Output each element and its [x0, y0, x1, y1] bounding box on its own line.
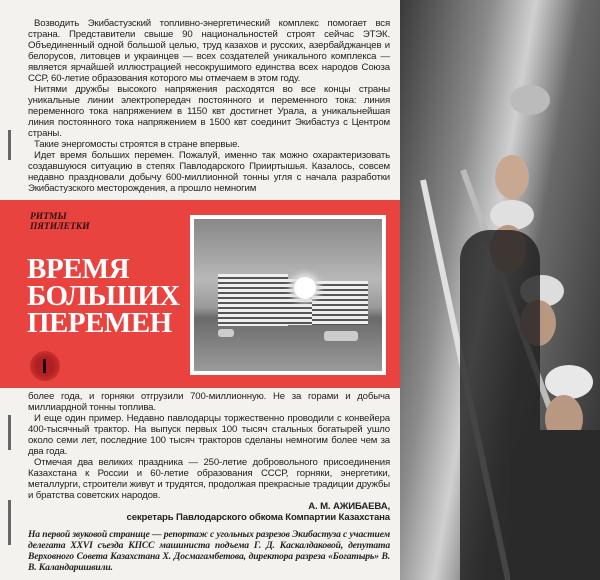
city-photo: [190, 215, 386, 375]
paragraph: И еще один пример. Недавно павлодарцы торжественно проводили с конвейера 400-тысячный трактор. На выпуск первых 100 тысяч стальных богатырей ушло около семи лет, последние 100 тысяч тракторов сделаны немногим более чем за два года.: [28, 413, 390, 457]
paragraph: Отмечая два великих праздника — 250-летие добровольного присоединения Казахстана к России и 60-летие образования СССР, горняки, энергетики, металлурги, строители живут и трудятся, продолжая прекрасные традиции дружбы и братства советских народов.: [28, 457, 390, 501]
flexi-disc-edge-mark: [8, 130, 11, 160]
flexi-disc-edge-mark: [8, 415, 11, 450]
rubric-line: ПЯТИЛЕТКИ: [30, 222, 90, 232]
paragraph: Идет время больших перемен. Пожалуй, именно так можно охарактеризовать создавшуюся ситуацию в степях Павлодарского Прииртышья. Казалось, совсем недавно праздновали добычу 600-миллионной тонны угля с начала разработки Экибастузского месторождения, а прошло немногим: [28, 150, 390, 194]
title-line: ПЕРЕМЕН: [27, 307, 172, 339]
rubric-label: [30, 212, 90, 232]
paragraph: более года, и горняки отгрузили 700-миллионную. Не за горами и добыча миллиардной тонны топлива.: [28, 391, 390, 413]
rubric-line: РИТМЫ: [30, 212, 67, 222]
paragraph: Такие энергомосты строятся в стране впервые.: [34, 139, 240, 150]
title-line: ВРЕМЯ: [27, 253, 130, 285]
article-text-bottom: [28, 391, 390, 573]
flexi-disc-edge-mark: [8, 500, 11, 545]
photo-caption: На первой звуковой странице — репортаж с угольных разрезов Экибастуза с участием делегата XXVI съезда КПСС машиниста подъема Г. Д. Каскалдаковой, депутата Верховного Совета Казахстана Х. Досмагамбетова, директора разреза «Богатырь» В. В. Каландаришвили.: [28, 529, 390, 573]
workers-photo: [400, 0, 600, 580]
record-page-icon: [30, 351, 60, 381]
paragraph: Возводить Экибастузский топливно-энергетический комплекс помогает вся страна. Представители свыше 90 национальностей строят сейчас ЭТЭК. Объединенный одной большой целью, труд казахов и русских, азербайджанцев и белорусов, литовцев и украинцев — всех создателей уникального комплекса — является ярчайшей иллюстрацией несокрушимого единства всех народов Союза ССР, 60-летие образования которого мы отмечаем в этом году.: [28, 18, 390, 84]
title-banner: [0, 200, 400, 388]
author-position: секретарь Павлодарского обкома Компартии Казахстана: [126, 512, 390, 523]
article-title: [27, 253, 180, 339]
author-name: А. М. АЖИБАЕВА,: [308, 501, 390, 512]
paragraph: Нитями дружбы высокого напряжения расходятся во все концы страны уникальные линии электропередач постоянного и переменного тока: линия переменного тока напряжением в 1150 квт достигнет Урала, а уникальнейшая линия постоянного тока напряжением в 1500 квт соединит Экибастуз с Центром страны.: [28, 84, 390, 139]
article-text-top: [28, 18, 390, 194]
title-line: БОЛЬШИХ: [27, 280, 180, 312]
